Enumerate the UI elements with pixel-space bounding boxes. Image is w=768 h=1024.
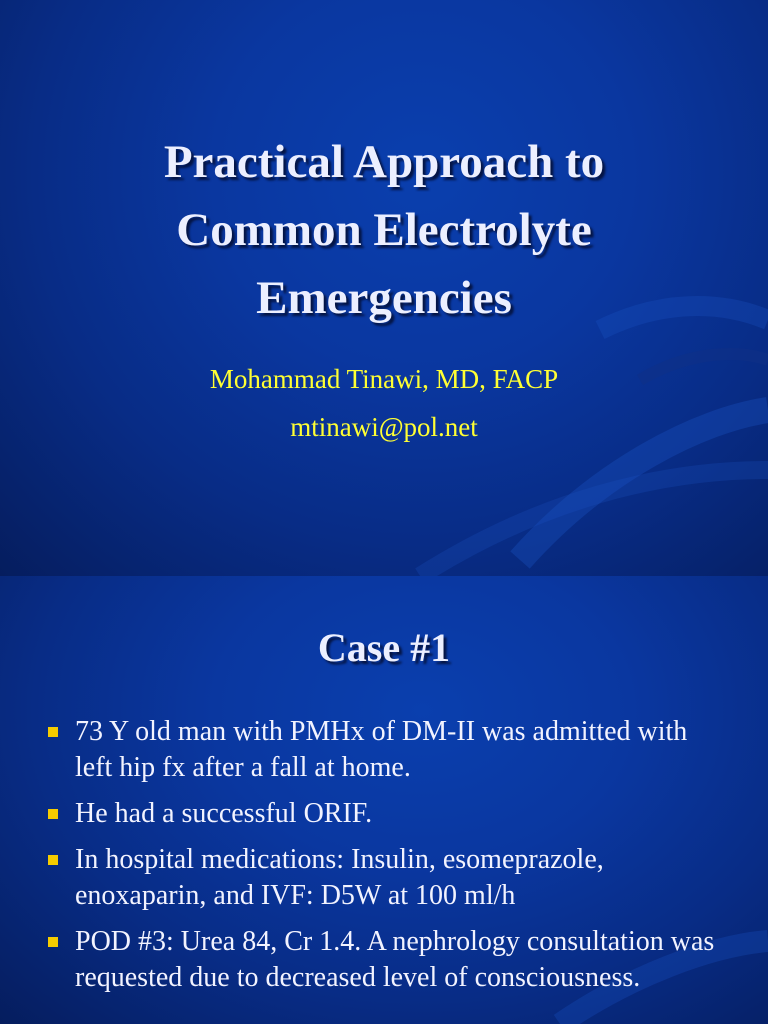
title-line: Practical Approach to	[163, 136, 605, 188]
case-slide	[0, 576, 768, 1024]
bullet-text: 73 Y old man with PMHx of DM-II was admitted with left hip fx after a fall at home.	[75, 716, 688, 783]
square-bullet-icon	[48, 727, 58, 737]
list-item	[46, 796, 726, 832]
slide-title	[60, 128, 708, 332]
list-item	[46, 842, 726, 914]
title-line: Common Electrolyte	[176, 204, 592, 256]
bullet-text: POD #3: Urea 84, Cr 1.4. A nephrology consultation was requested due to decreased level of consciousness.	[75, 926, 715, 993]
square-bullet-icon	[48, 809, 58, 819]
author-email: mtinawi@pol.net	[290, 412, 478, 442]
bullet-text: In hospital medications: Insulin, esomeprazole, enoxaparin, and IVF: D5W at 100 ml/h	[75, 844, 604, 911]
square-bullet-icon	[48, 937, 58, 947]
slide-title: Case #1	[317, 625, 451, 670]
bullet-list	[46, 714, 726, 1006]
title-line: Emergencies	[256, 272, 512, 324]
square-bullet-icon	[48, 855, 58, 865]
list-item	[46, 924, 726, 996]
list-item	[46, 714, 726, 786]
author-name: Mohammad Tinawi, MD, FACP	[209, 364, 559, 394]
bullet-text: He had a successful ORIF.	[75, 798, 373, 829]
